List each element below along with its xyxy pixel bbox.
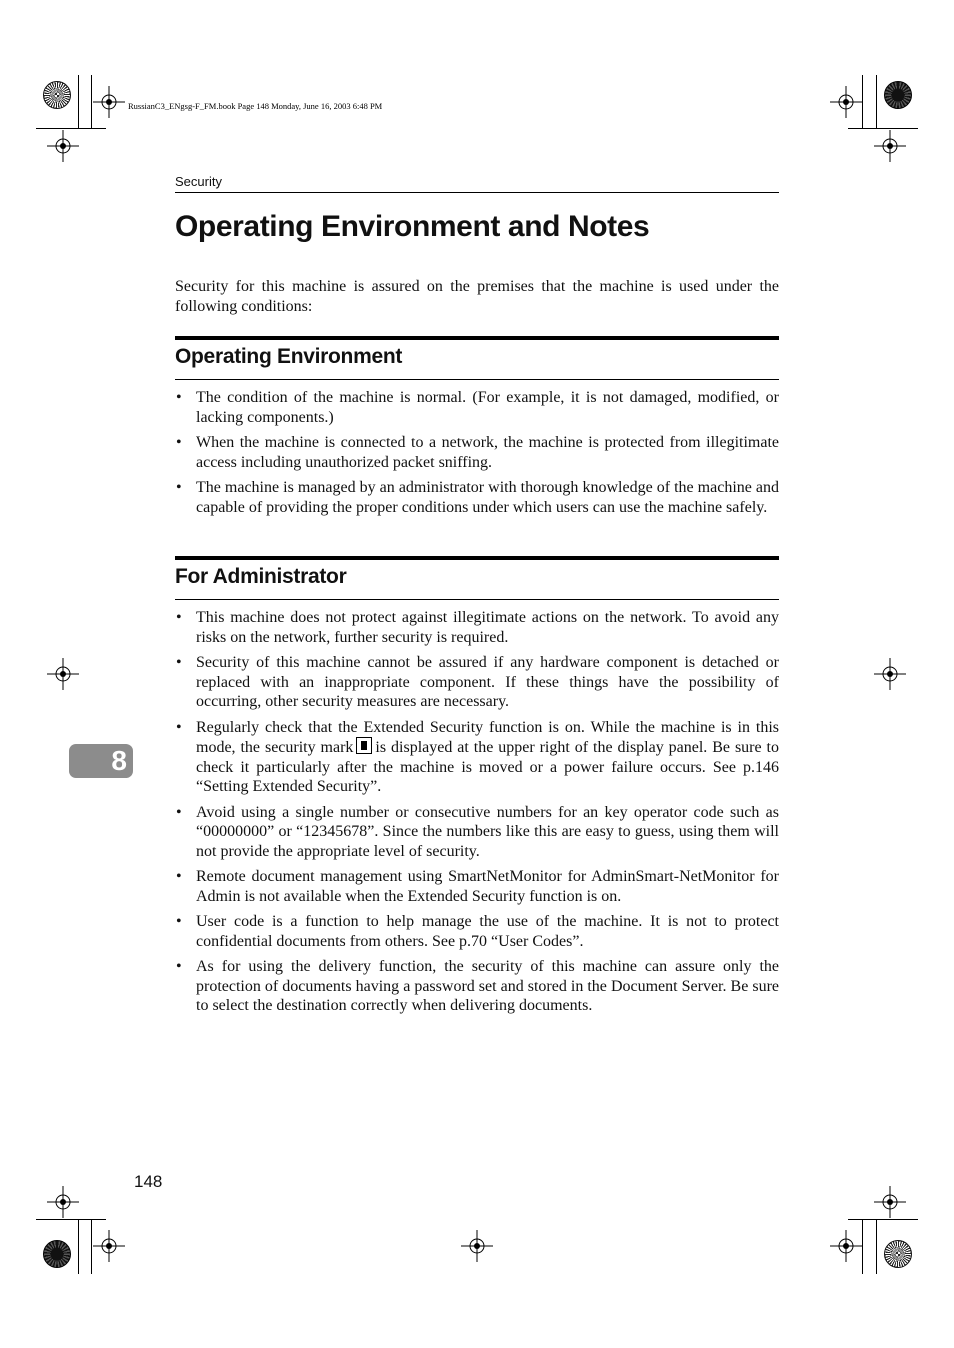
running-head: Security [175, 174, 222, 189]
crosshair-icon [47, 658, 79, 690]
crosshair-icon [47, 130, 79, 162]
crosshair-icon [874, 130, 906, 162]
security-mark-icon [356, 737, 372, 754]
page-number: 148 [134, 1172, 163, 1191]
list-item: • Security of this machine cannot be assured if any hardware component is detached or replaced with an inappropriate component. If these things have the possibility of occurring, other security measures are necessary. [175, 653, 779, 712]
crosshair-icon [830, 1230, 862, 1262]
section-rule [175, 599, 779, 600]
list-item-text: Regularly check that the Extended Security function is on. While the machine is in this mode, the security mark [196, 718, 779, 756]
list-item: • User code is a function to help manage the use of the machine. It is not to protect confidential documents from others. See p.70 “User Codes”. [175, 912, 779, 951]
list-item: • The condition of the machine is normal. (For example, it is not damaged, modified, or lacking components.) [175, 388, 779, 427]
crosshair-icon [47, 1186, 79, 1218]
registration-wheel-icon [43, 1240, 71, 1268]
file-info: RussianC3_ENgsg-F_FM.book Page 148 Monday, June 16, 2003 6:48 PM [128, 101, 383, 111]
crosshair-icon [93, 86, 125, 118]
crosshair-icon [830, 86, 862, 118]
registration-wheel-icon [884, 81, 912, 109]
registration-wheel-icon [884, 1240, 912, 1268]
section-heading: For Administrator [175, 565, 347, 588]
crosshair-icon [874, 1186, 906, 1218]
list-item [175, 718, 779, 797]
list-item: • This machine does not protect against illegitimate actions on the network. To avoid any risks on the network, further security is required. [175, 608, 779, 647]
section-rule [175, 379, 779, 380]
crosshair-icon [93, 1230, 125, 1262]
section-heading: Operating Environment [175, 345, 403, 368]
intro-paragraph: Security for this machine is assured on the premises that the machine is used under the following conditions: [175, 278, 779, 315]
crosshair-icon [461, 1230, 493, 1262]
page-title: Operating Environment and Notes [175, 210, 650, 243]
bullet-list [175, 608, 779, 1022]
section-bar [175, 336, 779, 340]
list-item: • As for using the delivery function, the security of this machine can assure only the protection of documents having a password set and stored in the Document Server. Be sure to select the destination correctly when delivering documents. [175, 957, 779, 1016]
bullet-list [175, 388, 779, 523]
list-item-text: is displayed at the upper right of the display panel. Be sure to check it particularly after the machine is moved or a power failure occurs. See p.146 “Setting Extended Security”. [196, 739, 779, 795]
crosshair-icon [874, 658, 906, 690]
list-item: • Remote document management using SmartNetMonitor for AdminSmart-NetMonitor for Admin is not available when the Extended Security function is on. [175, 867, 779, 906]
header-rule [175, 192, 779, 193]
list-item: • The machine is managed by an administrator with thorough knowledge of the machine and capable of providing the proper conditions under which users can use the machine safely. [175, 478, 779, 517]
registration-wheel-icon [43, 81, 71, 109]
list-item: • When the machine is connected to a network, the machine is protected from illegitimate access including unauthorized packet sniffing. [175, 433, 779, 472]
list-item: • Avoid using a single number or consecutive numbers for an key operator code such as “00000000” or “12345678”. Since the numbers like this are easy to guess, using them will not provide the appropriate level of security. [175, 803, 779, 862]
section-bar [175, 556, 779, 560]
chapter-tab: 8 [69, 744, 133, 778]
